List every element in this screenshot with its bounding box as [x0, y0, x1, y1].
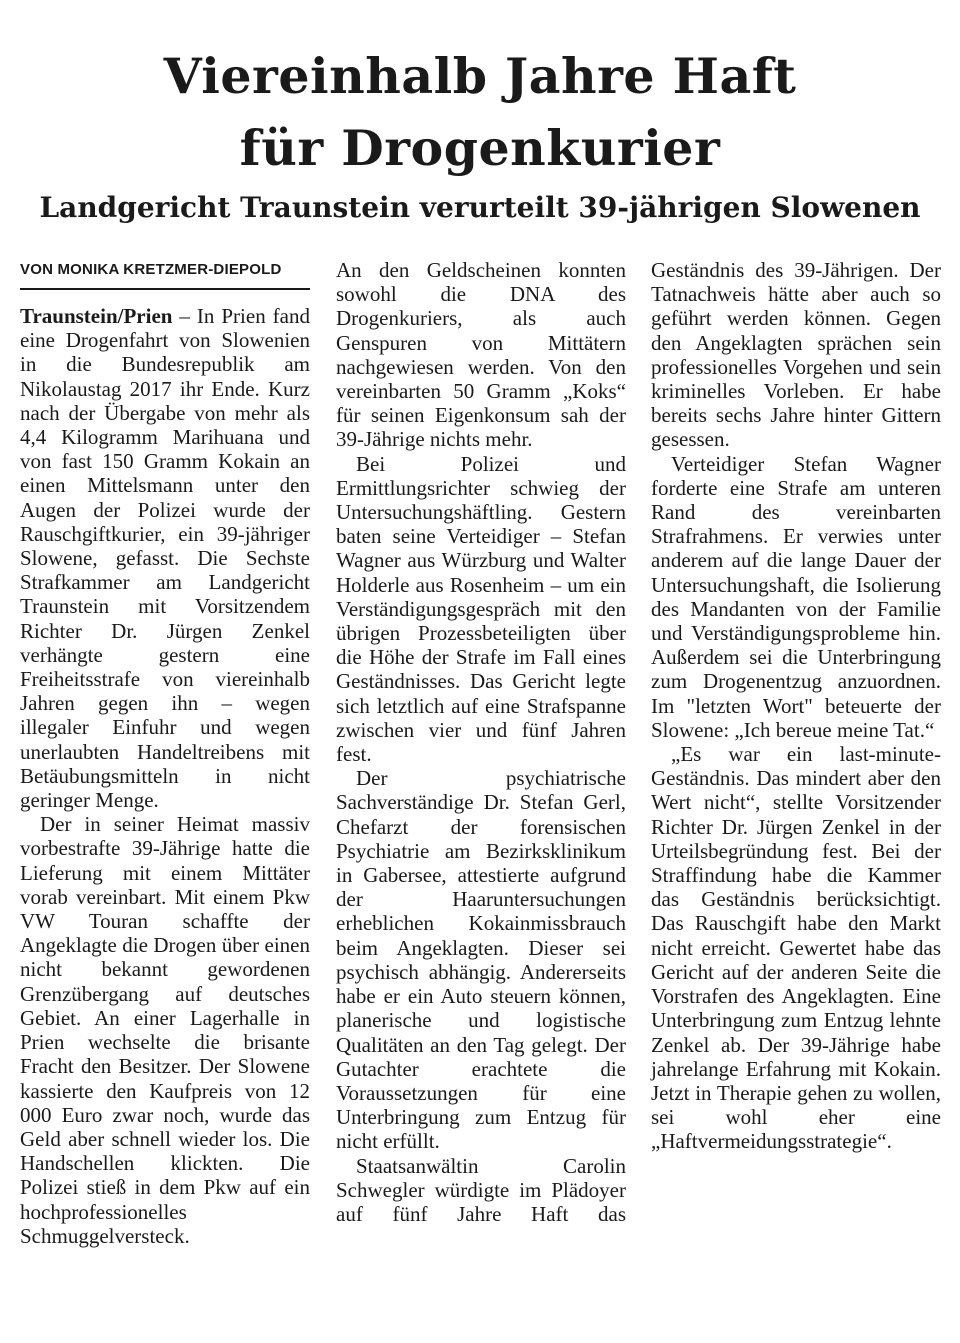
byline: VON MONIKA KRETZMER-DIEPOLD [20, 258, 310, 290]
dateline: Traunstein/Prien [20, 304, 173, 328]
headline-line-2: für Drogenkurier [239, 119, 721, 177]
paragraph-8: „Es war ein last-minute-Geständnis. Das mindert aber den Wert nicht“, stellte Vorsitzender Richter Dr. Jürgen Zenkel in der Urteilsbegründung fest. Bei der Straffindung habe die Kammer das Geständnis berücksichtigt. Das Rauschgift habe den Markt nicht erreicht. Gewertet habe das Gericht auf der anderen Seite die Vorstrafen des Angeklagten. Eine Unterbringung zum Entzug lehnte Zenkel ab. Der 39-Jährige habe jahrelange Erfahrung mit Kokain. Jetzt in Therapie gehen zu wollen, sei wohl eher eine „Haftvermeidungsstrategie“. [651, 742, 941, 1154]
article-column-2 [336, 258, 626, 1226]
headline-line-1: Viereinhalb Jahre Haft [163, 47, 797, 105]
paragraph-1-text: – In Prien fand eine Drogenfahrt von Slowenien in die Bundesrepublik am Nikolaustag 2017 ihr Ende. Kurz nach der Übergabe von mehr als 4,4 Kilogramm Marihuana und von fast 150 Gramm Kokain an einen Mittelsmann unter den Augen der Polizei wurde der Rauschgiftkurier, ein 39-jähriger Slowene, gefasst. Die Sechste Strafkammer am Landgericht Traunstein mit Vorsitzendem Richter Dr. Jürgen Zenkel verhängte gestern eine Freiheitsstrafe von viereinhalb Jahren gegen ihn – wegen illegaler Einfuhr und wegen unerlaubten Handeltreibens mit Betäubungsmitteln in nicht geringer Menge. [20, 304, 310, 813]
paragraph-4: Bei Polizei und Ermittlungsrichter schwieg der Untersuchungshäftling. Gestern baten seine Verteidiger – Stefan Wagner aus Würzburg und Walter Holderle aus Rosenheim – um ein Verständigungsgespräch mit den übrigen Prozessbeteiligten über die Höhe der Strafe im Fall eines Geständnisses. Das Gericht legte sich letztlich auf eine Strafspanne zwischen vier und fünf Jahren fest. [336, 451, 626, 767]
paragraph-6-continued: Geständnis des 39-Jährigen. Der Tatnachweis hätte aber auch so geführt werden können. Gegen den Angeklagten sprächen sein professionelles Vorgehen und sein kriminelles Vorleben. Er habe bereits sechs Jahre hinter Gittern gesessen. [651, 258, 941, 452]
paragraph-1 [20, 304, 310, 812]
article-column-3 [651, 258, 941, 1154]
paragraph-2: Der in seiner Heimat massiv vorbestrafte 39-Jährige hatte die Lieferung mit einem Mittäter vorab vereinbart. Mit einem Pkw VW Touran schaffte der Angeklagte die Drogen über einen nicht bekannt gewordenen Grenzübergang auf deutsches Gebiet. An einer Lagerhalle in Prien wechselte die brisante Fracht den Besitzer. Der Slowene kassierte den Kaufpreis von 12 000 Euro zwar noch, wurde das Geld aber schnell wieder los. Die Handschellen klickten. Die Polizei stieß in dem Pkw auf ein hochprofessionelles Schmuggelversteck. [20, 812, 310, 1248]
article-column-1 [20, 258, 310, 1248]
paragraph-3: An den Geldscheinen konnten sowohl die DNA des Drogenkuriers, als auch Genspuren von Mittätern nachgewiesen werden. Von den vereinbarten 50 Gramm „Koks“ für seinen Eigenkonsum sah der 39-Jährige nichts mehr. [336, 258, 626, 452]
paragraph-7: Verteidiger Stefan Wagner forderte eine Strafe am unteren Rand des vereinbarten Strafrahmens. Er verwies unter anderem auf die lange Dauer der Untersuchungshaft, die Isolierung des Mandanten von der Familie und Verständigungsprobleme hin. Außerdem sei die Unterbringung zum Drogenentzug anzuordnen. Im "letzten Wort" beteuerte der Slowene: „Ich bereue meine Tat.“ [651, 451, 941, 742]
subheadline: Landgericht Traunstein verurteilt 39-jährigen Slowenen [39, 191, 921, 224]
paragraph-6: Staatsanwältin Carolin Schwegler würdigte im Plädoyer auf fünf Jahre Haft das [336, 1153, 626, 1226]
paragraph-5: Der psychiatrische Sachverständige Dr. Stefan Gerl, Chefarzt der forensischen Psychiatrie am Bezirksklinikum in Gabersee, attestierte aufgrund der Haaruntersuchungen erheblichen Kokainmissbrauch beim Angeklagten. Dieser sei psychisch abhängig. Andererseits habe er ein Auto steuern können, planerische und logistische Qualitäten an den Tag gelegt. Der Gutachter erachtete die Voraussetzungen für eine Unterbringung zum Entzug für nicht erfüllt. [336, 766, 626, 1154]
